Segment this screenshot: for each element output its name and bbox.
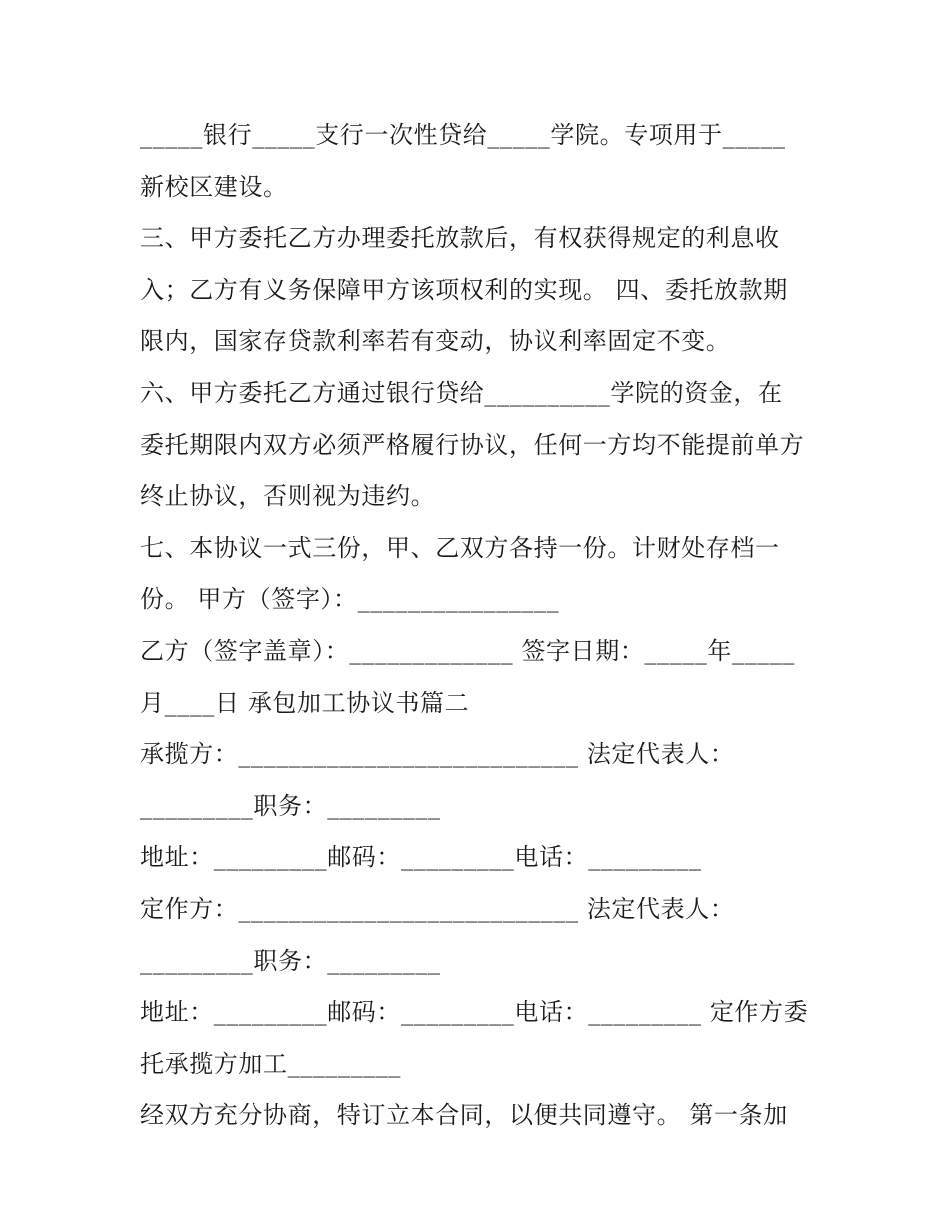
text-line: 新校区建设。 [140,172,288,201]
text-line: _________职务：_________ [140,946,441,975]
text-line: 七、本协议一式三份，甲、乙双方各持一份。计财处存档一 [140,533,780,562]
text-line: 限内，国家存贷款利率若有变动，协议利率固定不变。 [140,327,731,356]
text-line: 经双方充分协商，特订立本合同，以便共同遵守。 第一条加 [140,1101,788,1130]
document-body [140,110,820,1142]
text-line: 定作方：___________________________ 法定代表人： [140,894,735,923]
text-line: 乙方（签字盖章）：_____________ 签字日期：_____年_____ [140,636,796,665]
text-line: 入；乙方有义务保障甲方该项权利的实现。 四、委托放款期 [140,275,788,304]
text-line: 地址：_________邮码：_________电话：_________ [140,843,702,872]
text-line: 托承揽方加工_________ [140,1049,401,1078]
text-line: 六、甲方委托乙方通过银行贷给__________学院的资金，在 [140,378,783,407]
text-line: 地址：_________邮码：_________电话：_________ 定作方委 [140,998,809,1027]
text-line: 月____日 承包加工协议书篇二 [140,688,470,717]
text-line: 份。 甲方（签字）：________________ [140,585,560,614]
text-line: 承揽方：___________________________ 法定代表人： [140,740,735,769]
text-line: _____银行_____支行一次性贷给_____学院。专项用于_____ [140,121,786,149]
text-line: 终止协议，否则视为违约。 [140,482,436,511]
text-line: _________职务：_________ [140,791,441,820]
text-line: 委托期限内双方必须严格履行协议，任何一方均不能提前单方 [140,430,805,459]
text-line: 三、甲方委托乙方办理委托放款后，有权获得规定的利息收 [140,224,780,253]
